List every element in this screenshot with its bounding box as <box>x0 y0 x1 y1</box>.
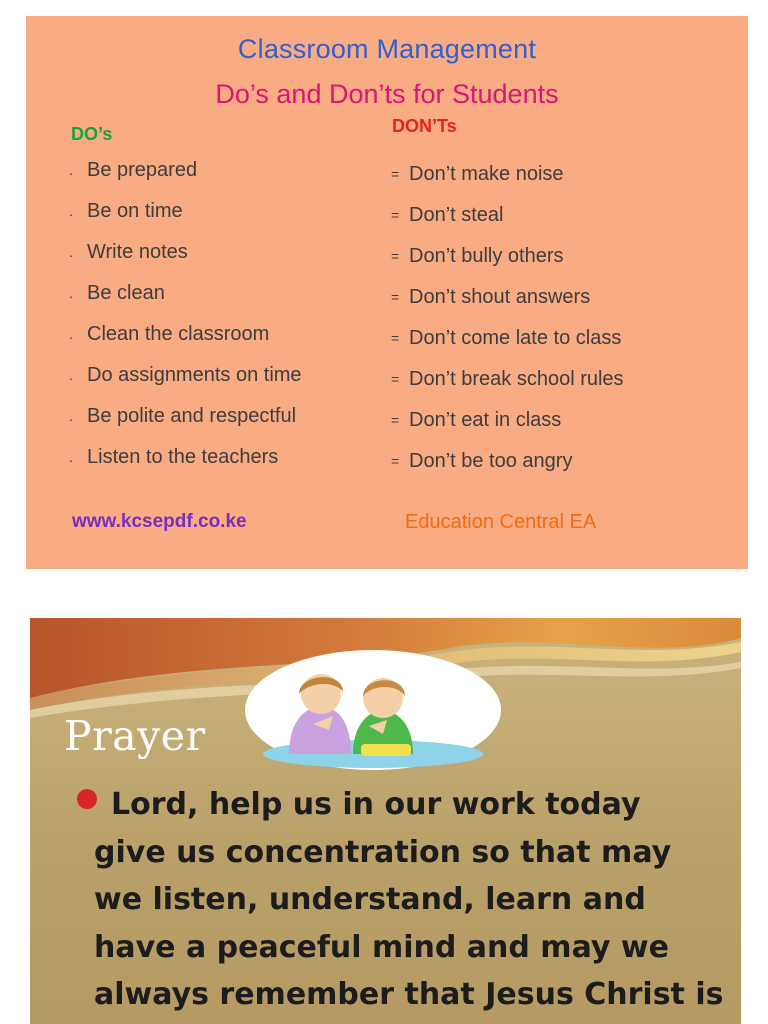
donts-list <box>391 153 624 481</box>
donts-heading: DON’Ts <box>392 116 457 136</box>
dos-item: . Be prepared <box>69 149 302 190</box>
slide-title: Classroom Management <box>237 34 537 64</box>
donts-item: = Don’t eat in class <box>391 399 624 440</box>
dos-heading: DO’s <box>71 124 113 144</box>
dos-bullet: . <box>69 161 73 178</box>
prayer-line: we listen, understand, learn and <box>94 882 646 917</box>
dos-item: . Write notes <box>69 231 302 272</box>
dos-bullet: . <box>69 202 73 219</box>
children-praying-image <box>243 646 503 776</box>
dos-bullet: . <box>69 407 73 424</box>
donts-item: = Don’t come late to class <box>391 317 624 358</box>
brand-name: Education Central EA <box>405 511 597 533</box>
donts-bullet: = <box>391 411 400 428</box>
dos-item: . Be on time <box>69 190 302 231</box>
prayer-line: always remember that Jesus Christ is <box>94 977 724 1012</box>
donts-bullet: = <box>391 247 400 264</box>
donts-item: = Don’t steal <box>391 194 624 235</box>
dos-item: . Do assignments on time <box>69 354 302 395</box>
website-url: www.kcsepdf.co.ke <box>72 511 247 532</box>
dos-bullet: . <box>69 448 73 465</box>
dos-item: . Clean the classroom <box>69 313 302 354</box>
dos-bullet: . <box>69 243 73 260</box>
dos-list <box>69 149 302 477</box>
donts-bullet: = <box>391 206 400 223</box>
prayer-title: Prayer <box>64 712 206 760</box>
donts-bullet: = <box>391 165 400 182</box>
slide-subtitle: Do’s and Don’ts for Students <box>215 79 559 109</box>
donts-item: = Don’t bully others <box>391 235 624 276</box>
donts-bullet: = <box>391 329 400 346</box>
dos-item: . Listen to the teachers <box>69 436 302 477</box>
prayer-slide <box>30 618 741 1024</box>
donts-bullet: = <box>391 452 400 469</box>
dos-item: . Be polite and respectful <box>69 395 302 436</box>
classroom-management-slide <box>26 16 748 569</box>
donts-item: = Don’t shout answers <box>391 276 624 317</box>
dos-bullet: . <box>69 325 73 342</box>
dos-item: . Be clean <box>69 272 302 313</box>
donts-bullet: = <box>391 370 400 387</box>
donts-item: = Don’t break school rules <box>391 358 624 399</box>
prayer-line: give us concentration so that may <box>94 834 672 870</box>
prayer-line: Lord, help us in our work today <box>111 787 641 822</box>
dos-bullet: . <box>69 284 73 301</box>
prayer-body <box>94 781 734 1019</box>
donts-item: = Don’t be too angry <box>391 440 624 481</box>
donts-item: = Don’t make noise <box>391 153 624 194</box>
donts-bullet: = <box>391 288 400 305</box>
dos-bullet: . <box>69 366 73 383</box>
prayer-line: have a peaceful mind and may we <box>94 929 669 965</box>
